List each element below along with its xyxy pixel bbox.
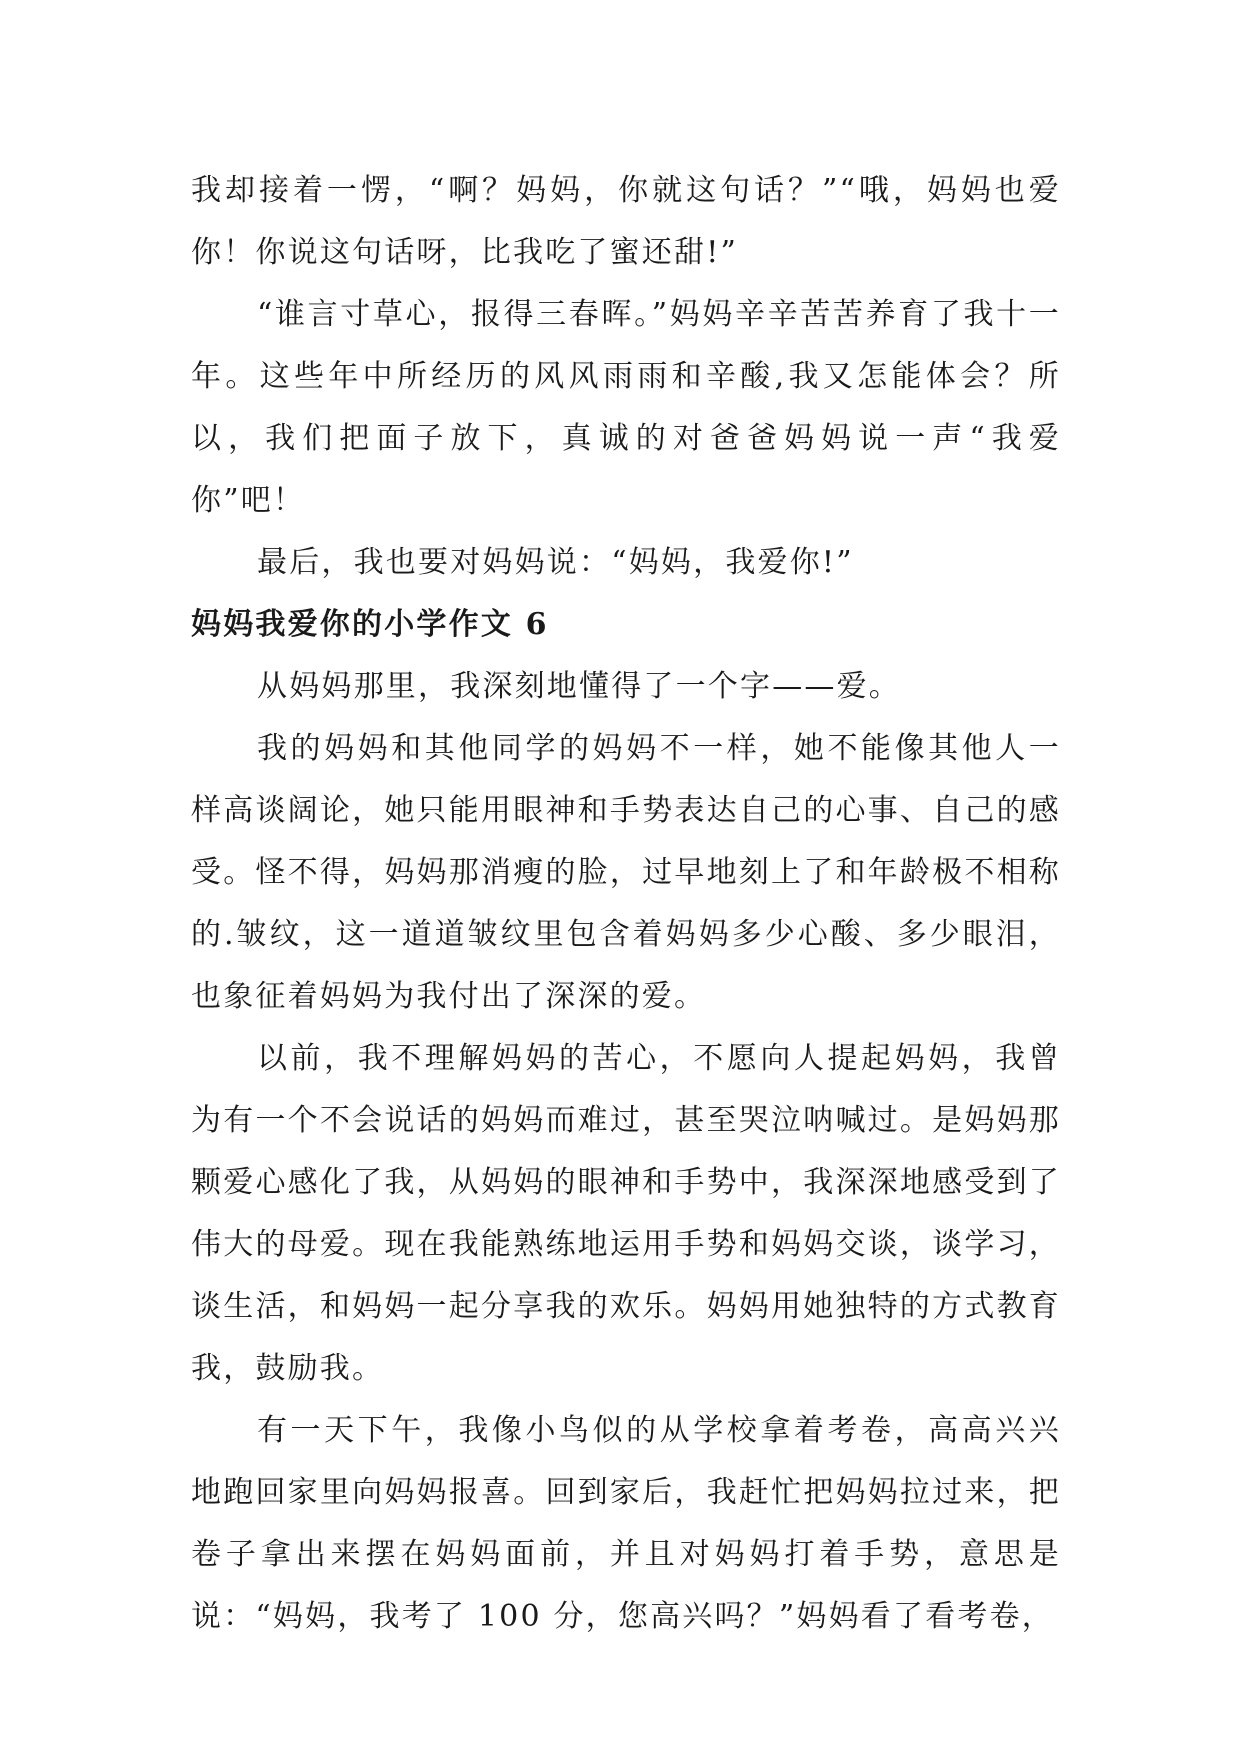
document-page (191, 160, 1061, 1648)
paragraph-6: 以前，我不理解妈妈的苦心，不愿向人提起妈妈，我曾为有一个不会说话的妈妈而难过，甚至哭泣呐喊过。是妈妈那颗爱心感化了我，从妈妈的眼神和手势中，我深深地感受到了伟大的母爱。现在我能熟练地运用手势和妈妈交谈，谈学习，谈生活，和妈妈一起分享我的欢乐。妈妈用她独特的方式教育我，鼓励我。 (191, 1041, 1061, 1386)
paragraph-7: 有一天下午，我像小鸟似的从学校拿着考卷，高高兴兴地跑回家里向妈妈报喜。回到家后，我赶忙把妈妈拉过来，把卷子拿出来摆在妈妈面前，并且对妈妈打着手势，意思是说：“妈妈，我考了 100 分，您高兴吗？”妈妈看了看考卷， (191, 1413, 1061, 1634)
paragraph-3: 最后，我也要对妈妈说：“妈妈，我爱你!” (257, 545, 854, 580)
paragraph-2: “谁言寸草心，报得三春晖。”妈妈辛辛苦苦养育了我十一年。这些年中所经历的风风雨雨和辛酸,我又怎能体会？所以，我们把面子放下，真诚的对爸爸妈妈说一声“我爱你”吧！ (191, 297, 1061, 518)
paragraph-4: 从妈妈那里，我深刻地懂得了一个字——爱。 (257, 669, 901, 704)
paragraph-5: 我的妈妈和其他同学的妈妈不一样，她不能像其他人一样高谈阔论，她只能用眼神和手势表达自己的心事、自己的感受。怪不得，妈妈那消瘦的脸，过早地刻上了和年龄极不相称的.皱纹，这一道道皱纹里包含着妈妈多少心酸、多少眼泪，也象征着妈妈为我付出了深深的爱。 (191, 731, 1061, 1014)
paragraph-1: 我却接着一愣，“啊？妈妈，你就这句话？”“哦，妈妈也爱你！你说这句话呀，比我吃了蜜还甜!” (191, 173, 1061, 270)
section-title: 妈妈我爱你的小学作文 6 (191, 607, 549, 642)
